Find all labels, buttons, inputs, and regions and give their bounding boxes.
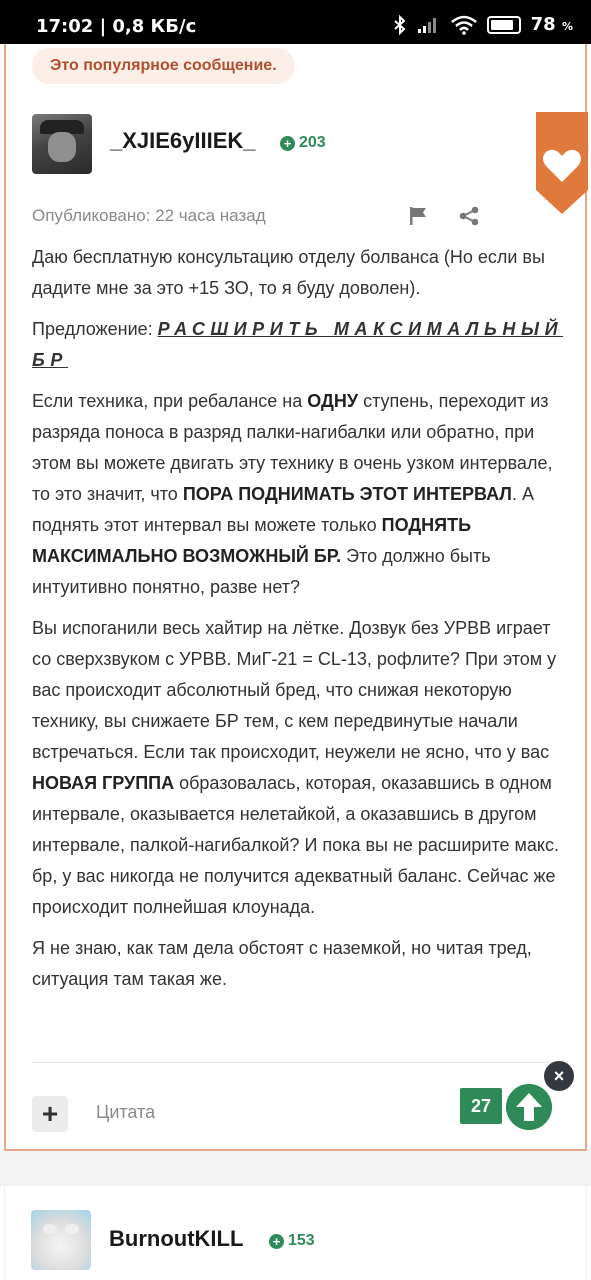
- battery-icon: [487, 16, 521, 34]
- reputation-badge: [269, 1232, 315, 1250]
- battery-percent: 78 %: [530, 14, 573, 35]
- post-separator: [0, 1151, 591, 1186]
- share-icon[interactable]: [458, 206, 480, 226]
- author-name[interactable]: _XJIE6yIIIEK_: [110, 128, 256, 153]
- avatar[interactable]: [32, 114, 92, 174]
- paragraph: Вы испоганили весь хайтир на лётке. Дозвук без УРВВ играет со сверхзвуком с УРВВ. МиГ-21 = CL-13, рофлите? При этом у вас происходит абсолютный бред, что снижая некоторую технику, вы снижаете БР тем, с кем передвинутые начали встречаться. Если так происходит, неужели не ясно, что у вас НОВАЯ ГРУППА образовалась, которая, оказавшись в одном интервале, оказывается нелетайкой, а оказавшись в другом интервале, палкой-нагибалкой? И пока вы не расширите макс. бр, у вас никогда не получится адекватный баланс. Сейчас же происходит полнейшая клоунада.: [32, 618, 560, 917]
- paragraph: Я не знаю, как там дела обстоят с наземкой, но читая тред, ситуация там такая же.: [32, 938, 532, 989]
- reputation-value: 203: [299, 134, 326, 151]
- paragraph: Предложение: РАСШИРИТЬ МАКСИМАЛЬНЫЙ БР: [32, 319, 564, 370]
- bluetooth-icon: [393, 15, 407, 35]
- signal-icon: [417, 16, 441, 34]
- plus-circle-icon: +: [269, 1234, 284, 1249]
- author-name[interactable]: BurnoutKILL: [109, 1226, 244, 1251]
- paragraph: Даю бесплатную консультацию отделу болванса (Но если вы дадите мне за это +15 ЗО, то я буду доволен).: [32, 247, 545, 298]
- published-time: Опубликовано: 22 часа назад: [32, 206, 266, 225]
- quote-button[interactable]: Цитата: [96, 1102, 156, 1122]
- wifi-icon: [451, 15, 477, 35]
- multiquote-button[interactable]: +: [32, 1096, 68, 1132]
- heart-ribbon-icon[interactable]: [536, 112, 588, 214]
- close-icon[interactable]: ×: [544, 1061, 574, 1091]
- forum-post: [4, 44, 587, 1151]
- upvote-arrow-icon[interactable]: [506, 1084, 552, 1130]
- proposal-text: РАСШИРИТЬ МАКСИМАЛЬНЫЙ БР: [32, 319, 564, 370]
- paragraph: Если техника, при ребалансе на ОДНУ ступень, переходит из разряда поноса в разряд палки-нагибалки или обратно, при этом вы можете двигать эту технику в очень узком интервале, то это значит, что ПОРА ПОДНИМАТЬ ЭТОТ ИНТЕРВАЛ. А поднять этот интервал вы можете только ПОДНЯТЬ МАКСИМАЛЬНО ВОЗМОЖНЫЙ БР. Это должно быть интуитивно понятно, разве нет?: [32, 391, 553, 597]
- reputation-value: 153: [288, 1232, 315, 1249]
- status-bar: [0, 0, 591, 44]
- avatar[interactable]: [31, 1210, 91, 1270]
- plus-circle-icon: +: [280, 136, 295, 151]
- status-time-speed: 17:02 | 0,8 КБ/с: [36, 16, 197, 37]
- reaction-count: 27: [460, 1088, 502, 1124]
- divider: [32, 1062, 562, 1063]
- reputation-badge: [280, 134, 326, 152]
- popular-badge: Это популярное сообщение.: [32, 48, 295, 84]
- forum-post: [4, 1186, 587, 1280]
- post-body: [32, 242, 564, 1005]
- flag-icon[interactable]: [408, 206, 430, 226]
